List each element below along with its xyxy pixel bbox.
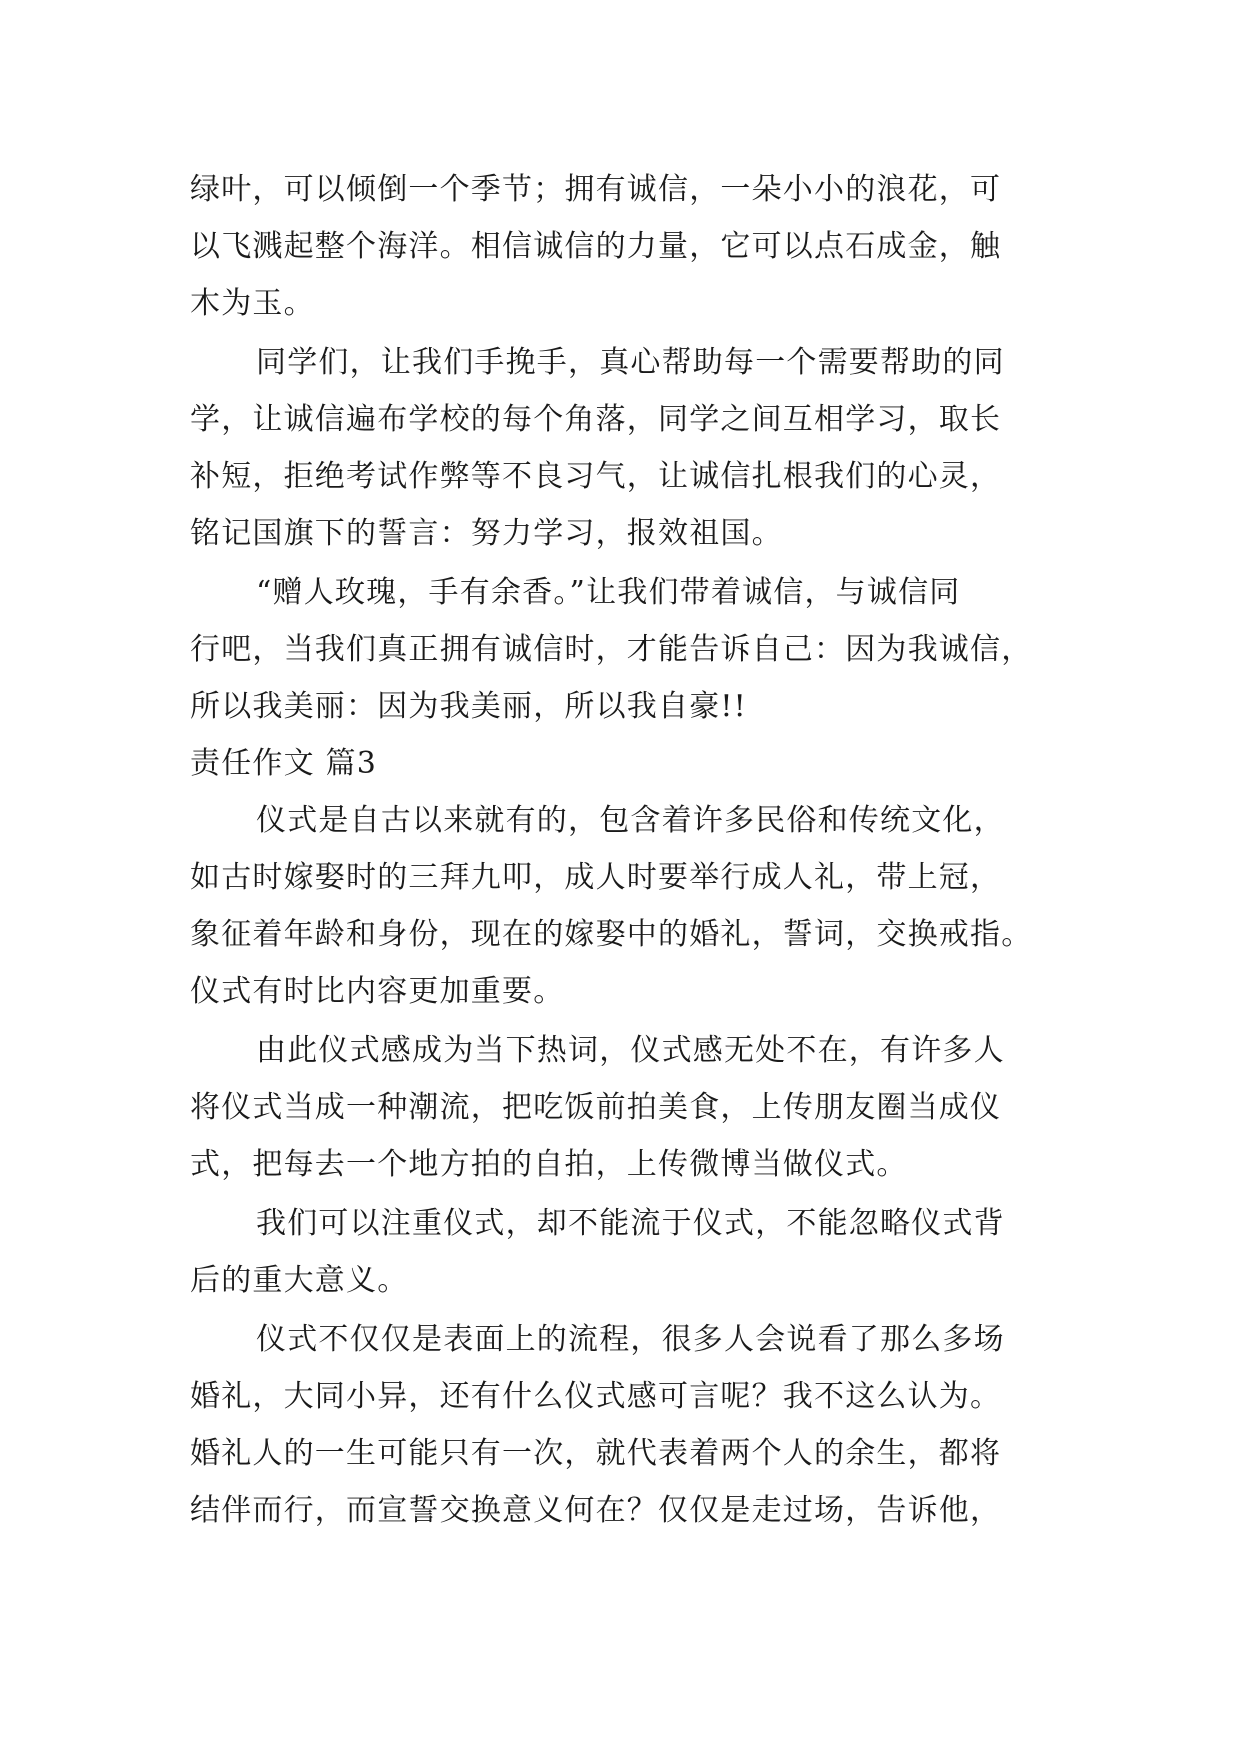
text-line: 铭记国旗下的誓言：努力学习，报效祖国。 [190, 516, 783, 551]
paragraph-first-line: 仪式是自古以来就有的，包含着许多民俗和传统文化， [256, 803, 1005, 838]
text-line: 木为玉。 [190, 286, 315, 321]
text-line: 结伴而行，而宣誓交换意义何在？仅仅是走过场，告诉他， [190, 1493, 1002, 1528]
text-line: 行吧，当我们真正拥有诚信时，才能告诉自己：因为我诚信， [190, 632, 1033, 667]
text-line: 式，把每去一个地方拍的自拍，上传微博当做仪式。 [190, 1147, 908, 1182]
text-line: 补短，拒绝考试作弊等不良习气，让诚信扎根我们的心灵， [190, 459, 1002, 494]
text-line: 婚礼，大同小异，还有什么仪式感可言呢？我不这么认为。 [190, 1379, 1002, 1414]
paragraph-first-line: “赠人玫瑰，手有余香。”让我们带着诚信，与诚信同 [256, 575, 961, 610]
text-line: 后的重大意义。 [190, 1263, 409, 1298]
paragraph-first-line: 由此仪式感成为当下热词，仪式感无处不在，有许多人 [256, 1033, 1005, 1068]
text-line: 如古时嫁娶时的三拜九叩，成人时要举行成人礼，带上冠， [190, 860, 1002, 895]
paragraph-first-line: 同学们，让我们手挽手，真心帮助每一个需要帮助的同 [256, 345, 1005, 380]
text-line: 所以我美丽：因为我美丽，所以我自豪!! [190, 689, 747, 724]
paragraph-first-line: 仪式不仅仅是表面上的流程，很多人会说看了那么多场 [256, 1322, 1005, 1357]
text-line: 学，让诚信遍布学校的每个角落，同学之间互相学习，取长 [190, 402, 1002, 437]
text-line: 仪式有时比内容更加重要。 [190, 974, 565, 1009]
text-line: 婚礼人的一生可能只有一次，就代表着两个人的余生，都将 [190, 1436, 1002, 1471]
text-line: 绿叶，可以倾倒一个季节；拥有诚信，一朵小小的浪花，可 [190, 172, 1002, 207]
section-heading: 责任作文 篇3 [190, 746, 378, 781]
text-line: 将仪式当成一种潮流，把吃饭前拍美食，上传朋友圈当成仪 [190, 1090, 1002, 1125]
text-line: 象征着年龄和身份，现在的嫁娶中的婚礼，誓词，交换戒指。 [190, 917, 1033, 952]
text-line: 以飞溅起整个海洋。相信诚信的力量，它可以点石成金，触 [190, 229, 1002, 264]
paragraph-first-line: 我们可以注重仪式，却不能流于仪式，不能忽略仪式背 [256, 1206, 1005, 1241]
